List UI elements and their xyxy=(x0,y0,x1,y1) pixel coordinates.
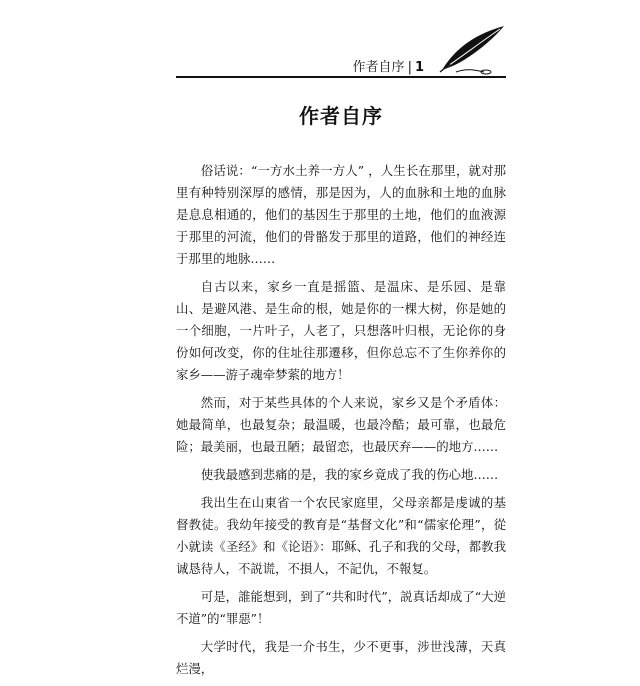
paragraph: 俗话说：“一方水土养一方人” ，人生长在那里，就对那里有种特别深厚的感情，那是因为，人的血脉和土地的血脉是息息相通的，他们的基因生于那里的土地，他们的血液源于那里的河流，他们的骨骼发于那里的道路，他们的神经连于那里的地脉…… xyxy=(176,163,506,266)
page-number: 1 xyxy=(414,60,424,75)
header-rule xyxy=(176,76,506,78)
paragraph: 我出生在山東省一个农民家庭里，父母亲都是虔诚的基督教徒。我幼年接受的教育是“基督文化”和“儒家伦理”，從小就读《圣经》和《论语》：耶稣、孔子和我的父母，都教我诚恳待人，不説谎，不損人，不記仇，不報复。 xyxy=(176,495,506,576)
running-header xyxy=(176,52,506,76)
quill-pen-icon xyxy=(434,24,510,76)
header-section-title: 作者自序 xyxy=(352,60,405,75)
paragraph: 可是，誰能想到，到了“共和时代”，説真话却成了“大逆不道”的“罪惡”！ xyxy=(176,589,506,626)
paragraph: 使我最感到悲痛的是，我的家乡竟成了我的伤心地…… xyxy=(200,467,499,482)
body-text xyxy=(176,160,506,686)
paragraph: 大学时代，我是一介书生，少不更事，涉世浅薄，天真烂漫， xyxy=(176,639,506,676)
header-separator: | xyxy=(407,60,412,75)
chapter-title: 作者自序 xyxy=(299,104,383,128)
paragraph: 自古以来，家乡一直是摇篮、是温床、是乐园、是靠山、是避风港、是生命的根，她是你的一棵大树，你是她的一个细胞，一片叶子，人老了，只想落叶归根，无论你的身份如何改变，你的住址往那遷移，但你总忘不了生你养你的家乡——游子魂牵梦萦的地方！ xyxy=(176,279,506,382)
paragraph: 然而，对于某些具体的个人来说，家乡又是个矛盾体：她最简单，也最复杂；最温暖，也最冷酷；最可靠，也最危险；最美丽，也最丑陋；最留恋，也最厌弃——的地方…… xyxy=(176,395,506,454)
header-label xyxy=(353,56,424,75)
